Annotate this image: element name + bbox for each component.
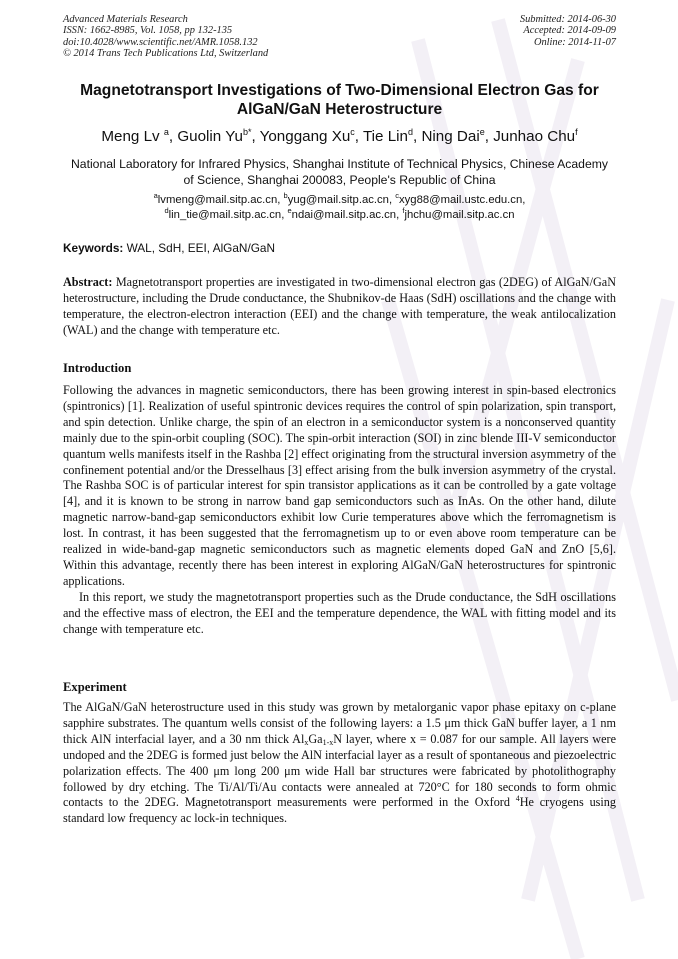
email-mark: b xyxy=(283,191,288,200)
introduction-heading: Introduction xyxy=(63,361,132,375)
superscript-4: 4 xyxy=(515,794,520,804)
email-link[interactable]: yug@mail.sitp.ac.cn, xyxy=(287,194,393,206)
experiment-heading: Experiment xyxy=(63,680,127,694)
abstract-text: Magnetotransport properties are investigated in two-dimensional electron gas (2DEG) of AlGaN/GaN heterostructure, including the Drude conductance, the Shubnikov-de Haas (SdH) oscillations and the change with temperature, the electron-electron interaction (EEI) and the change with temperature, the weak antilocalization (WAL) and the change with temperature etc. xyxy=(63,275,617,337)
email-list xyxy=(63,193,616,222)
author-mark: a xyxy=(163,127,169,137)
title-line-1: Magnetotransport Investigations of Two-Dimensional Electron Gas for xyxy=(80,82,599,99)
keywords-text: WAL, SdH, EEI, AlGaN/GaN xyxy=(126,241,275,255)
subscript-x: x xyxy=(304,737,309,747)
author-mark: d xyxy=(408,127,414,137)
email-mark: c xyxy=(395,191,399,200)
email-mark: d xyxy=(164,205,169,215)
title-line-2: AlGaN/GaN Heterostructure xyxy=(236,101,443,118)
author-mark: e xyxy=(479,127,485,137)
email-link[interactable]: ndai@mail.sitp.ac.cn, xyxy=(291,208,400,221)
keywords-label: Keywords: xyxy=(63,241,124,255)
affiliation xyxy=(63,156,616,188)
experiment-text-ga: Ga xyxy=(308,731,323,746)
online-date: Online: 2014-11-07 xyxy=(533,36,616,48)
experiment-text-b: N layer, where x = 0.087 for our sample. All layers were undoped and the 2DEG is formed just below the AlN interfacial layer as a result of spontaneous and piezoelectric polarization effects. The 400 μm long 200 μm wide Hall bar structures were fabricated by photolithography followed by dry etching. The Ti/Al/Ti/Au contacts were annealed at 720°C for 180 seconds to form ohmic contacts to the 2DEG. Magnetotransport measurements were performed in the Oxford xyxy=(63,731,617,810)
experiment-body xyxy=(63,700,616,827)
email-link[interactable]: xyg88@mail.ustc.edu.cn, xyxy=(399,194,526,206)
email-mark: f xyxy=(402,205,405,215)
introduction-body xyxy=(63,383,616,638)
copyright: © 2014 Trans Tech Publications Ltd, Switzerland xyxy=(63,48,269,60)
experiment-paragraph-1 xyxy=(63,700,616,827)
experiment-text-c: He cryogens using standard low frequency ac lock-in techniques. xyxy=(63,795,616,826)
introduction-paragraph-1: Following the advances in magnetic semiconductors, there has been growing interest in spin-based electronics (spintronics) [1]. Realization of useful spintronic devices requires the control of spin polarization, spin transport, and spin detection. Unlike charge, the spin of an electron in a semiconductor system is a nonconserved quantity mainly due to the spin-orbit coupling (SOC). The spin-orbit interaction (SOI) in zinc blende III-V semiconductor quantum wells manifests itself in the Rashba [2] effect originating from the structural inversion asymmetry of the confinement potential and/or the Dresselhaus [3] effect arising from the bulk inversion asymmetry of the crystal. The Rashba SOC is of particular interest for spin transistor applications as it can be controlled by a gate voltage [4], and it is known to be strong in narrow band gap semiconductors such as InAs. On the other hand, dilute magnetic narrow-band-gap semiconductors exhibit low Curie temperatures above which the ferromagnetism is lost. In contrast, it has been suggested that the ferromagnetism up to or even above room temperature can be realized in wide-band-gap magnetic semiconductors such as magnetic elements doped GaN and ZnO [5,6]. Within this advantage, recently there has been interest in exploring AlGaN/GaN heterostructures for spintronic applications. xyxy=(63,383,616,588)
abstract-label: Abstract: xyxy=(63,275,113,289)
email-mark: e xyxy=(287,205,292,215)
author-mark: c xyxy=(350,127,355,137)
author-name: Meng Lv xyxy=(101,128,160,145)
author-name: Junhao Chu xyxy=(493,128,576,145)
email-link[interactable]: lin_tie@mail.sitp.ac.cn, xyxy=(168,208,285,221)
author-name: Yonggang Xu xyxy=(259,128,351,145)
affiliation-line-2: of Science, Shanghai 200083, People's Republic of China xyxy=(183,173,496,187)
author-name: Guolin Yu xyxy=(177,128,243,145)
author-name: Tie Lin xyxy=(362,128,408,145)
keywords xyxy=(63,241,616,256)
paper-title xyxy=(63,81,616,119)
author-mark: f xyxy=(575,127,578,137)
email-link[interactable]: lvmeng@mail.sitp.ac.cn, xyxy=(157,194,281,206)
abstract xyxy=(63,275,616,339)
author-list: Meng Lv $^a$, Guolin $Yu^{b*}$, Yonggang Xu$^c$, Tie Lin$^d$, Ning Dai$^e$, Junhao Chu$^f$ xyxy=(101,127,578,145)
submitted-date: Submitted: 2014-06-30 xyxy=(519,14,616,25)
email-mark: a xyxy=(153,191,158,200)
introduction-paragraph-2: In this report, we study the magnetotransport properties such as the Drude conductance, the SdH oscillations and the effective mass of electron, the EEI and the temperature dependence, the WAL with fitting model and its change with temperature etc. xyxy=(63,589,616,636)
issn: ISSN: 1662-8985, Vol. 1058, pp 132-135 xyxy=(63,25,233,37)
email-link[interactable]: jhchu@mail.sitp.ac.cn xyxy=(404,208,515,221)
author-name: Ning Dai xyxy=(421,128,480,145)
journal-name: Advanced Materials Research xyxy=(63,14,188,25)
doi: doi:10.4028/www.scientific.net/AMR.1058.132 xyxy=(63,36,258,48)
author-mark: b* xyxy=(242,127,252,137)
affiliation-line-1: National Laboratory for Infrared Physics, Shanghai Institute of Technical Physics, Chinese Academy xyxy=(71,157,608,171)
subscript-1-x: 1-x xyxy=(322,737,334,747)
accepted-date: Accepted: 2014-09-09 xyxy=(523,25,616,37)
experiment-text-a: The AlGaN/GaN heterostructure used in this study was grown by metalorganic vapor phase epitaxy on c-plane sapphire substrates. The quantum wells consist of the following layers: a 1.5 μm thick GaN buffer layer, a 1 nm thick AlN interfacial layer, and a 30 nm thick Al xyxy=(63,700,616,746)
